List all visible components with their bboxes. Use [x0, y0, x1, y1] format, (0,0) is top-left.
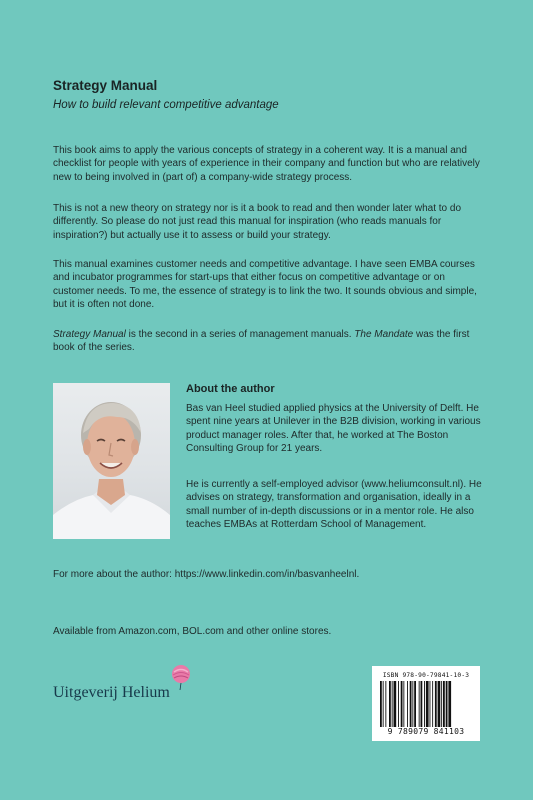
blurb-paragraph-4: [53, 328, 485, 355]
barcode-bars: [380, 681, 472, 727]
blurb-paragraph-3: This manual examines customer needs and competitive advantage. I have seen EMBA courses and incubator programmes for start-ups that either focus on competitive advantage or on customer needs. To me, the essence of strategy is to link the two. It sounds obvious and simple, but it is often not done.: [53, 259, 477, 311]
helium-balloon-icon: [170, 664, 192, 690]
blurb-paragraph-1: This book aims to apply the various concepts of strategy in a coherent way. It is a manual and checklist for people with years of experience in their company and function but who are relatively new to being involved in (part of) a company-wide strategy process.: [53, 145, 480, 183]
book-subtitle: How to build relevant competitive advantage: [53, 99, 279, 111]
barcode-digits: 9 789079 841103: [387, 727, 465, 736]
author-bio-2: He is currently a self-employed advisor (www.heliumconsult.nl). He advises on strategy, transformation and organisation, ideally in a small number of in-depth discussions or in a mentor role. He also teaches EMBAs at Rotterdam School of Management.: [186, 479, 482, 531]
author-portrait-icon: [53, 383, 170, 539]
series-text: is the second in a series of management manuals.: [125, 329, 355, 340]
availability-line: Available from Amazon.com, BOL.com and other online stores.: [53, 626, 332, 637]
series-title-strategy-manual: Strategy Manual: [53, 329, 126, 340]
series-title-mandate: The Mandate: [354, 329, 414, 340]
series-text-end: was the first book of the series.: [53, 329, 470, 354]
blurb-paragraph-2: This is not a new theory on strategy nor is it a book to read and then wonder later what to do differently. So please do not just read this manual for inspiration (who reads manuals for inspiration?) but actually use it to assess or build your strategy.: [53, 203, 462, 241]
isbn-barcode: [372, 666, 480, 741]
about-author-heading: About the author: [186, 383, 275, 395]
author-linkedin-line: For more about the author: https://www.linkedin.com/in/basvanheelnl.: [53, 569, 360, 580]
author-photo: [53, 383, 170, 539]
isbn-label: ISBN 978-90-79841-10-3: [382, 672, 470, 679]
author-bio-1: Bas van Heel studied applied physics at the University of Delft. He spent nine years at Unilever in the B2B division, working in various product manager roles. After that, he worked at The Boston Consulting Group for 21 years.: [186, 403, 481, 455]
book-title: Strategy Manual: [53, 78, 158, 93]
publisher-name: Uitgeverij Helium: [53, 684, 170, 701]
